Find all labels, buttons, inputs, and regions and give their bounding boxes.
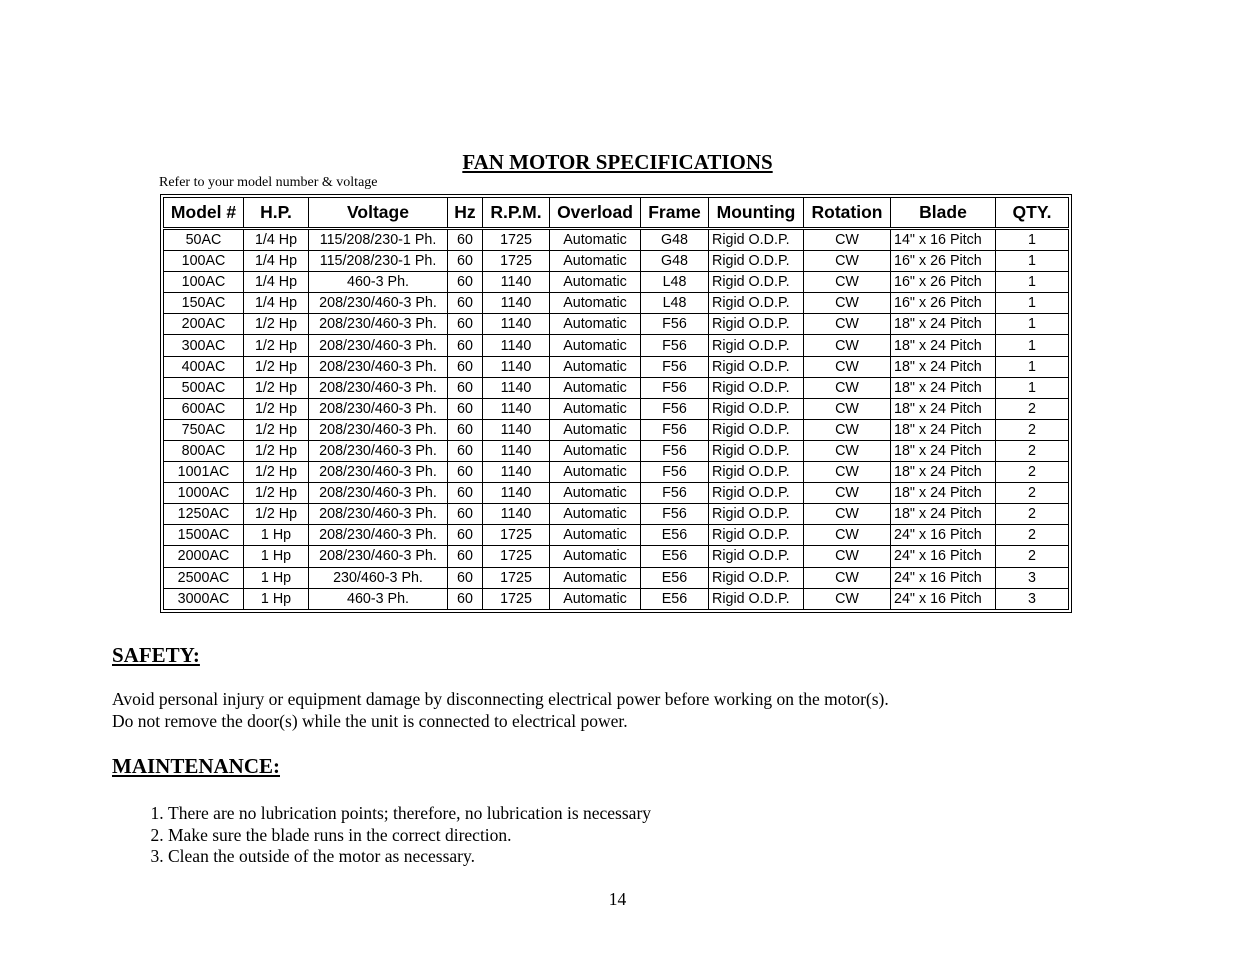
cell-overload: Automatic [550, 462, 641, 483]
cell-blade: 18" x 24 Pitch [891, 440, 996, 461]
cell-voltage: 460-3 Ph. [309, 272, 448, 293]
cell-model: 1500AC [164, 525, 244, 546]
cell-hz: 60 [448, 483, 483, 504]
cell-mounting: Rigid O.D.P. [709, 314, 804, 335]
cell-hz: 60 [448, 251, 483, 272]
cell-model: 3000AC [164, 588, 244, 609]
cell-mounting: Rigid O.D.P. [709, 483, 804, 504]
table-header-row [164, 198, 1069, 229]
list-item: 2. Make sure the blade runs in the correct direction. [168, 825, 651, 847]
cell-hz: 60 [448, 272, 483, 293]
cell-hp: 1/2 Hp [244, 314, 309, 335]
table-row [164, 272, 1069, 293]
cell-rpm: 1725 [483, 588, 550, 609]
cell-frame: L48 [641, 272, 709, 293]
cell-blade: 18" x 24 Pitch [891, 314, 996, 335]
cell-blade: 18" x 24 Pitch [891, 504, 996, 525]
page-number: 14 [608, 889, 627, 909]
cell-overload: Automatic [550, 440, 641, 461]
cell-model: 100AC [164, 251, 244, 272]
cell-rpm: 1725 [483, 525, 550, 546]
table-row [164, 525, 1069, 546]
cell-model: 1001AC [164, 462, 244, 483]
cell-voltage: 208/230/460-3 Ph. [309, 335, 448, 356]
cell-hz: 60 [448, 462, 483, 483]
cell-overload: Automatic [550, 229, 641, 251]
cell-rotation: CW [804, 483, 891, 504]
header-qty: QTY. [996, 198, 1069, 229]
cell-voltage: 208/230/460-3 Ph. [309, 440, 448, 461]
cell-model: 150AC [164, 293, 244, 314]
cell-hp: 1/4 Hp [244, 251, 309, 272]
cell-hz: 60 [448, 356, 483, 377]
table-row [164, 335, 1069, 356]
cell-mounting: Rigid O.D.P. [709, 293, 804, 314]
cell-rotation: CW [804, 272, 891, 293]
cell-rotation: CW [804, 440, 891, 461]
cell-hz: 60 [448, 293, 483, 314]
table-row [164, 462, 1069, 483]
cell-qty: 1 [996, 314, 1069, 335]
table-row [164, 314, 1069, 335]
cell-hz: 60 [448, 567, 483, 588]
cell-frame: F56 [641, 462, 709, 483]
header-frame: Frame [641, 198, 709, 229]
cell-qty: 1 [996, 377, 1069, 398]
cell-mounting: Rigid O.D.P. [709, 356, 804, 377]
cell-rpm: 1140 [483, 272, 550, 293]
table-row [164, 483, 1069, 504]
cell-rotation: CW [804, 546, 891, 567]
cell-rotation: CW [804, 229, 891, 251]
cell-frame: E56 [641, 588, 709, 609]
cell-mounting: Rigid O.D.P. [709, 377, 804, 398]
cell-mounting: Rigid O.D.P. [709, 229, 804, 251]
cell-overload: Automatic [550, 588, 641, 609]
safety-line-1: Avoid personal injury or equipment damage by disconnecting electrical power before working on the motor(s). [112, 689, 889, 709]
cell-qty: 1 [996, 293, 1069, 314]
cell-hp: 1 Hp [244, 525, 309, 546]
cell-voltage: 230/460-3 Ph. [309, 567, 448, 588]
cell-hp: 1/2 Hp [244, 335, 309, 356]
cell-voltage: 208/230/460-3 Ph. [309, 483, 448, 504]
cell-model: 50AC [164, 229, 244, 251]
table-row [164, 293, 1069, 314]
cell-hz: 60 [448, 335, 483, 356]
cell-model: 1000AC [164, 483, 244, 504]
cell-rpm: 1140 [483, 335, 550, 356]
cell-voltage: 208/230/460-3 Ph. [309, 398, 448, 419]
list-item: 1. There are no lubrication points; therefore, no lubrication is necessary [168, 803, 651, 825]
cell-hp: 1/2 Hp [244, 440, 309, 461]
cell-mounting: Rigid O.D.P. [709, 546, 804, 567]
cell-hz: 60 [448, 525, 483, 546]
cell-frame: L48 [641, 293, 709, 314]
cell-frame: G48 [641, 229, 709, 251]
cell-mounting: Rigid O.D.P. [709, 335, 804, 356]
cell-overload: Automatic [550, 272, 641, 293]
cell-hp: 1/2 Hp [244, 377, 309, 398]
cell-hp: 1/2 Hp [244, 356, 309, 377]
cell-qty: 2 [996, 525, 1069, 546]
cell-model: 750AC [164, 419, 244, 440]
cell-hz: 60 [448, 440, 483, 461]
cell-qty: 1 [996, 251, 1069, 272]
cell-hp: 1 Hp [244, 588, 309, 609]
table-row [164, 398, 1069, 419]
table-row [164, 504, 1069, 525]
cell-overload: Automatic [550, 504, 641, 525]
table-row [164, 567, 1069, 588]
cell-overload: Automatic [550, 377, 641, 398]
cell-blade: 16" x 26 Pitch [891, 251, 996, 272]
table-row [164, 546, 1069, 567]
cell-rpm: 1140 [483, 293, 550, 314]
cell-rotation: CW [804, 335, 891, 356]
cell-mounting: Rigid O.D.P. [709, 419, 804, 440]
cell-hz: 60 [448, 398, 483, 419]
cell-rpm: 1140 [483, 419, 550, 440]
cell-frame: F56 [641, 377, 709, 398]
header-voltage: Voltage [309, 198, 448, 229]
cell-blade: 18" x 24 Pitch [891, 356, 996, 377]
cell-qty: 2 [996, 483, 1069, 504]
cell-rpm: 1725 [483, 229, 550, 251]
table-row [164, 419, 1069, 440]
cell-mounting: Rigid O.D.P. [709, 462, 804, 483]
cell-frame: F56 [641, 483, 709, 504]
cell-mounting: Rigid O.D.P. [709, 440, 804, 461]
cell-blade: 18" x 24 Pitch [891, 377, 996, 398]
cell-voltage: 208/230/460-3 Ph. [309, 504, 448, 525]
cell-rpm: 1140 [483, 462, 550, 483]
cell-model: 800AC [164, 440, 244, 461]
cell-blade: 24" x 16 Pitch [891, 588, 996, 609]
cell-frame: F56 [641, 419, 709, 440]
cell-qty: 2 [996, 462, 1069, 483]
cell-hz: 60 [448, 588, 483, 609]
cell-overload: Automatic [550, 251, 641, 272]
cell-voltage: 208/230/460-3 Ph. [309, 419, 448, 440]
cell-qty: 1 [996, 229, 1069, 251]
cell-blade: 18" x 24 Pitch [891, 335, 996, 356]
cell-overload: Automatic [550, 335, 641, 356]
header-overload: Overload [550, 198, 641, 229]
cell-overload: Automatic [550, 314, 641, 335]
safety-line-2: Do not remove the door(s) while the unit is connected to electrical power. [112, 711, 628, 731]
cell-hp: 1/4 Hp [244, 293, 309, 314]
cell-rotation: CW [804, 314, 891, 335]
cell-hp: 1/4 Hp [244, 229, 309, 251]
table-row [164, 356, 1069, 377]
cell-model: 600AC [164, 398, 244, 419]
cell-frame: E56 [641, 567, 709, 588]
cell-model: 2000AC [164, 546, 244, 567]
table-row [164, 377, 1069, 398]
cell-voltage: 208/230/460-3 Ph. [309, 462, 448, 483]
cell-voltage: 208/230/460-3 Ph. [309, 356, 448, 377]
maintenance-list [112, 803, 651, 868]
cell-rpm: 1725 [483, 251, 550, 272]
cell-hp: 1 Hp [244, 567, 309, 588]
cell-mounting: Rigid O.D.P. [709, 398, 804, 419]
cell-hp: 1/4 Hp [244, 272, 309, 293]
cell-mounting: Rigid O.D.P. [709, 251, 804, 272]
safety-text [112, 688, 889, 732]
table-body [164, 229, 1069, 610]
cell-rpm: 1725 [483, 567, 550, 588]
cell-overload: Automatic [550, 483, 641, 504]
cell-voltage: 208/230/460-3 Ph. [309, 314, 448, 335]
cell-mounting: Rigid O.D.P. [709, 272, 804, 293]
cell-voltage: 460-3 Ph. [309, 588, 448, 609]
cell-qty: 3 [996, 588, 1069, 609]
cell-blade: 18" x 24 Pitch [891, 398, 996, 419]
cell-voltage: 115/208/230-1 Ph. [309, 229, 448, 251]
cell-rpm: 1725 [483, 546, 550, 567]
cell-mounting: Rigid O.D.P. [709, 504, 804, 525]
cell-rpm: 1140 [483, 440, 550, 461]
cell-qty: 3 [996, 567, 1069, 588]
cell-blade: 18" x 24 Pitch [891, 462, 996, 483]
cell-model: 2500AC [164, 567, 244, 588]
cell-rotation: CW [804, 462, 891, 483]
reference-note: Refer to your model number & voltage [159, 175, 378, 190]
cell-hp: 1 Hp [244, 546, 309, 567]
cell-model: 1250AC [164, 504, 244, 525]
cell-rotation: CW [804, 419, 891, 440]
safety-heading: SAFETY: [112, 643, 200, 667]
cell-voltage: 208/230/460-3 Ph. [309, 293, 448, 314]
cell-qty: 1 [996, 335, 1069, 356]
cell-rpm: 1140 [483, 483, 550, 504]
cell-rpm: 1140 [483, 504, 550, 525]
cell-qty: 2 [996, 398, 1069, 419]
spec-table-frame [160, 194, 1072, 613]
cell-overload: Automatic [550, 419, 641, 440]
maintenance-heading: MAINTENANCE: [112, 754, 280, 778]
cell-rotation: CW [804, 588, 891, 609]
cell-rotation: CW [804, 293, 891, 314]
cell-blade: 16" x 26 Pitch [891, 293, 996, 314]
cell-qty: 2 [996, 419, 1069, 440]
cell-frame: E56 [641, 546, 709, 567]
cell-frame: F56 [641, 356, 709, 377]
header-hp: H.P. [244, 198, 309, 229]
header-hz: Hz [448, 198, 483, 229]
header-rotation: Rotation [804, 198, 891, 229]
cell-voltage: 115/208/230-1 Ph. [309, 251, 448, 272]
cell-voltage: 208/230/460-3 Ph. [309, 546, 448, 567]
cell-model: 500AC [164, 377, 244, 398]
table-row [164, 440, 1069, 461]
cell-overload: Automatic [550, 293, 641, 314]
cell-rotation: CW [804, 398, 891, 419]
cell-model: 400AC [164, 356, 244, 377]
cell-qty: 2 [996, 504, 1069, 525]
cell-hz: 60 [448, 419, 483, 440]
header-model: Model # [164, 198, 244, 229]
cell-rpm: 1140 [483, 314, 550, 335]
cell-hz: 60 [448, 377, 483, 398]
cell-hp: 1/2 Hp [244, 462, 309, 483]
cell-blade: 14" x 16 Pitch [891, 229, 996, 251]
cell-overload: Automatic [550, 356, 641, 377]
cell-hz: 60 [448, 546, 483, 567]
cell-hp: 1/2 Hp [244, 504, 309, 525]
page-title: FAN MOTOR SPECIFICATIONS [462, 150, 773, 174]
fan-motor-spec-table [163, 197, 1069, 610]
cell-rotation: CW [804, 356, 891, 377]
cell-overload: Automatic [550, 525, 641, 546]
cell-rpm: 1140 [483, 398, 550, 419]
cell-hp: 1/2 Hp [244, 398, 309, 419]
cell-hp: 1/2 Hp [244, 419, 309, 440]
cell-overload: Automatic [550, 567, 641, 588]
cell-model: 200AC [164, 314, 244, 335]
cell-blade: 18" x 24 Pitch [891, 419, 996, 440]
cell-frame: G48 [641, 251, 709, 272]
cell-hz: 60 [448, 504, 483, 525]
cell-qty: 2 [996, 546, 1069, 567]
cell-overload: Automatic [550, 546, 641, 567]
cell-rotation: CW [804, 251, 891, 272]
cell-mounting: Rigid O.D.P. [709, 567, 804, 588]
cell-rotation: CW [804, 567, 891, 588]
cell-frame: F56 [641, 398, 709, 419]
cell-rpm: 1140 [483, 356, 550, 377]
cell-overload: Automatic [550, 398, 641, 419]
cell-voltage: 208/230/460-3 Ph. [309, 377, 448, 398]
cell-frame: F56 [641, 314, 709, 335]
cell-model: 300AC [164, 335, 244, 356]
header-blade: Blade [891, 198, 996, 229]
cell-qty: 1 [996, 356, 1069, 377]
cell-blade: 24" x 16 Pitch [891, 546, 996, 567]
cell-rotation: CW [804, 504, 891, 525]
list-item: 3. Clean the outside of the motor as necessary. [168, 846, 651, 868]
cell-mounting: Rigid O.D.P. [709, 525, 804, 546]
cell-model: 100AC [164, 272, 244, 293]
cell-qty: 1 [996, 272, 1069, 293]
cell-hp: 1/2 Hp [244, 483, 309, 504]
header-mounting: Mounting [709, 198, 804, 229]
table-row [164, 251, 1069, 272]
table-row [164, 588, 1069, 609]
cell-rpm: 1140 [483, 377, 550, 398]
cell-frame: F56 [641, 440, 709, 461]
cell-blade: 24" x 16 Pitch [891, 525, 996, 546]
cell-frame: F56 [641, 335, 709, 356]
cell-hz: 60 [448, 314, 483, 335]
cell-rotation: CW [804, 377, 891, 398]
cell-frame: E56 [641, 525, 709, 546]
cell-voltage: 208/230/460-3 Ph. [309, 525, 448, 546]
cell-blade: 16" x 26 Pitch [891, 272, 996, 293]
cell-blade: 24" x 16 Pitch [891, 567, 996, 588]
cell-mounting: Rigid O.D.P. [709, 588, 804, 609]
cell-frame: F56 [641, 504, 709, 525]
cell-hz: 60 [448, 229, 483, 251]
header-rpm: R.P.M. [483, 198, 550, 229]
cell-rotation: CW [804, 525, 891, 546]
cell-blade: 18" x 24 Pitch [891, 483, 996, 504]
table-row [164, 229, 1069, 251]
cell-qty: 2 [996, 440, 1069, 461]
